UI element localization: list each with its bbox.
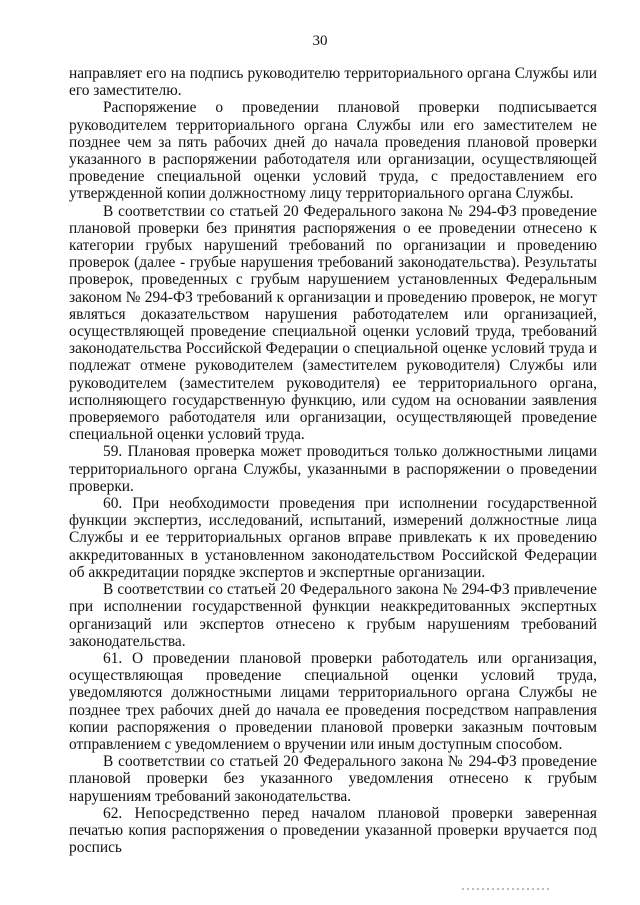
paragraph-59: 59. Плановая проверка может проводиться только должностными лицами территориального органа Службы, указанными в распоряжении о проведении проверки. — [69, 443, 597, 495]
paragraph-61: 61. О проведении плановой проверки работодатель или организация, осуществляющая проведение специальной оценки условий труда, уведомляются должностными лицами территориального органа Службы не позднее трех рабочих дней до начала ее проведения посредством направления копии распоряжения о проведении плановой проверки заказным почтовым отправлением с уведомлением о вручении или иным доступным способом. — [69, 649, 597, 753]
paragraph-gross-violations: В соответствии со статьей 20 Федерального закона № 294-ФЗ проведение плановой проверки без принятия распоряжения о ее проведении отнесено к категории грубых нарушений требований по организации и проведению проверок (далее - грубые нарушения требований законодательства). Результаты проверок, проведенных с грубым нарушением установленных Федеральным законом № 294-ФЗ требований к организации и проведению проверок, не могут являться доказательством нарушения работодателем или организацией, осуществляющей проведение специальной оценки условий труда, требований законодательства Российской Федерации о специальной оценке условий труда и подлежат отмене руководителем (заместителем руководителя) Службы или руководителем (заместителем руководителя) ее территориального органа, исполняющего государственную функцию, или судом на основании заявления проверяемого работодателя или организации, осуществляющей проведение специальной оценки условий труда. — [69, 202, 597, 444]
paragraph-continuation: направляет его на подпись руководителю территориального органа Службы или его заместителю. — [69, 65, 597, 100]
paragraph-60: 60. При необходимости проведения при исполнении государственной функции экспертиз, исследований, испытаний, измерений должностные лица Службы и ее территориальных органов вправе привлекать к их проведению аккредитованных в установленном законодательством Российской Федерации об аккредитации порядке экспертов и экспертные организации. — [69, 495, 597, 581]
paragraph-experts-violation: В соответствии со статьей 20 Федерального закона № 294-ФЗ привлечение при исполнении государственной функции неаккредитованных экспертных организаций или экспертов отнесено к грубым нарушениям требований законодательства. — [69, 581, 597, 650]
paragraph-notification-violation: В соответствии со статьей 20 Федерального закона № 294-ФЗ проведение плановой проверки без указанного уведомления отнесено к грубым нарушениям требований законодательства. — [69, 753, 597, 805]
paragraph-62: 62. Непосредственно перед началом плановой проверки заверенная печатью копия распоряжения о проведении указанной проверки вручается под роспись — [69, 804, 597, 857]
document-body — [69, 65, 597, 856]
page-number: 30 — [312, 33, 328, 49]
scan-artifact-dots — [462, 888, 552, 890]
paragraph-order-signing: Распоряжение о проведении плановой проверки подписывается руководителем территориального органа Службы или его заместителем не позднее чем за пять рабочих дней до начала проведения плановой проверки указанного в распоряжении работодателя или организации, осуществляющей проведение специальной оценки условий труда, с предоставлением его утвержденной копии должностному лицу территориального органа Службы. — [69, 99, 597, 203]
